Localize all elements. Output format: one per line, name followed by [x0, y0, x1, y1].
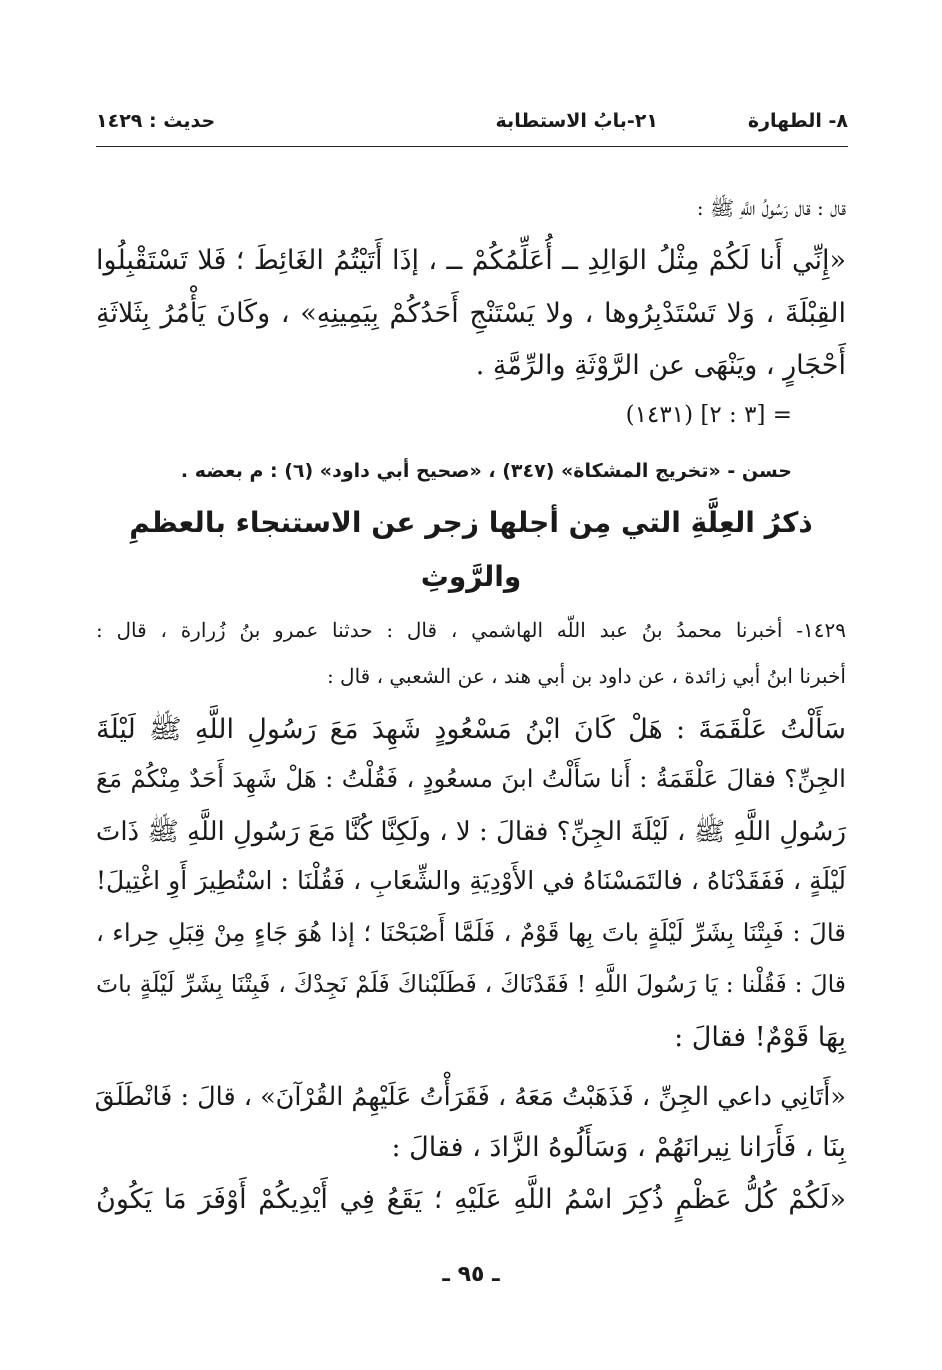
quote2-line: «لَكُمْ كُلُّ عَظْمٍ ذُكِرَ اسْمُ اللَّهِ عَلَيْهِ ؛ يَقَعُ فِي أَيْدِيكُمْ أَوْفَرَ مَا يَكُونُ — [96, 1184, 846, 1215]
isnad-line: ١٤٢٩- أخبرنا محمدُ بنُ عبد اللّه الهاشمي ، قال : حدثنا عمرو بنُ زُرارة ، قال : — [96, 618, 846, 642]
section-name: ٢١-بابُ الاستطابة — [495, 110, 658, 132]
cross-reference: = [٣ : ٢] (١٤٣١) — [625, 402, 792, 428]
quote-line: القِبْلَةَ ، وَلا تَسْتَدْبِرُوها ، ولا يَسْتَنْجِ أَحَدُكُمْ بِيَمِينِهِ» ، وكَانَ يَأْمُرُ بِثَلاثَةِ — [96, 298, 846, 329]
hadith-grading: حسن - «تخريج المشكاة» (٣٤٧) ، «صحيح أبي داود» (٦) : م بعضه . — [180, 460, 792, 482]
chapter-name: ٨- الطهارة — [747, 110, 848, 132]
matn-line: قالَ : فَقُلْنا : يَا رَسُولَ اللَّهِ ! فَقَدْنَاكَ ، فَطَلَبْناكَ فَلَمْ نَجِدْكَ ، فَبِتْنَا بِشَرِّ لَيْلَةٍ باتَ — [96, 970, 846, 998]
matn-line: لَيْلَةٍ ، فَفَقَدْنَاهُ ، فالتَمَسْنَاهُ في الأَوْدِيَةِ والشِّعَابِ ، فَقُلْنَا : اسْتُطِيرَ أَوِ اغْتِيلَ! — [96, 866, 846, 895]
matn-line: قالَ : فَبِتْنَا بِشَرِّ لَيْلَةٍ باتَ بِها قَوْمٌ ، فَلَمَّا أَصْبَحْنَا ؛ إذا هُوَ جَاءٍ مِنْ قِبَلِ حِراء ، — [96, 918, 846, 947]
matn-line: بِهَا قَوْمٌ! فقالَ : — [674, 1022, 846, 1053]
isnad-line: أخبرنا ابنُ أبي زائدة ، عن داود بن أبي هند ، عن الشعبي ، قال : — [326, 664, 846, 688]
running-header — [96, 106, 848, 148]
header-divider — [96, 146, 848, 147]
page-number: ـ ٩٥ ـ — [442, 1262, 500, 1287]
quote-line: «إِنِّي أَنا لَكُمْ مِثْلُ الوَالِدِ ــ أُعَلِّمُكُمْ ــ ، إذَا أَتَيْتُمُ الغَائِطَ ؛ فَلا تَسْتَقْبِلُوا — [96, 245, 846, 276]
chapter-title-line: والرَّوثِ — [420, 560, 522, 593]
quote-line: أَحْجَارٍ ، ويَنْهَى عن الرَّوْثَةِ والرِّمَّةِ . — [475, 350, 846, 381]
hadith-reference: حديث : ١٤٢٩ — [96, 110, 216, 132]
quote2-line: «أَتَانِي داعي الجِنِّ ، فَذَهَبْتُ مَعَهُ ، فَقَرَأْتُ عَلَيْهِمُ القُرْآنَ» ، قالَ : فَانْطَلَقَ — [94, 1082, 846, 1112]
intro-line: قال : قال رَسُولُ اللَّهِ ﷺ : — [696, 196, 846, 220]
matn-line: رَسُولِ اللَّهِ ﷺ ، لَيْلَةَ الجِنِّ؟ فقالَ : لا ، ولَكِنَّا كُنَّا مَعَ رَسُولِ اللَّهِ ﷺ ذَاتَ — [95, 817, 846, 847]
matn-line: الجِنِّ؟ فقالَ عَلْقَمَةُ : أَنا سَأَلْتُ ابنَ مسعُودٍ ، فَقُلْتُ : هَلْ شَهِدَ أَحَدٌ مِنْكُمْ مَعَ — [96, 764, 846, 793]
quote2-line: بِنَا ، فَأَرَانا نِيرانَهُمْ ، وَسَأَلُوهُ الزَّادَ ، فقالَ : — [391, 1132, 846, 1163]
chapter-title-line: ذكرُ العِلَّةِ التي مِن أجلها زجر عن الاستنجاء بالعظمِ — [129, 506, 813, 539]
matn-line: سَأَلْتُ عَلْقَمَةَ : هَلْ كَانَ ابْنُ مَسْعُودٍ شَهِدَ مَعَ رَسُولِ اللَّهِ ﷺ لَيْلَةَ — [96, 714, 846, 745]
